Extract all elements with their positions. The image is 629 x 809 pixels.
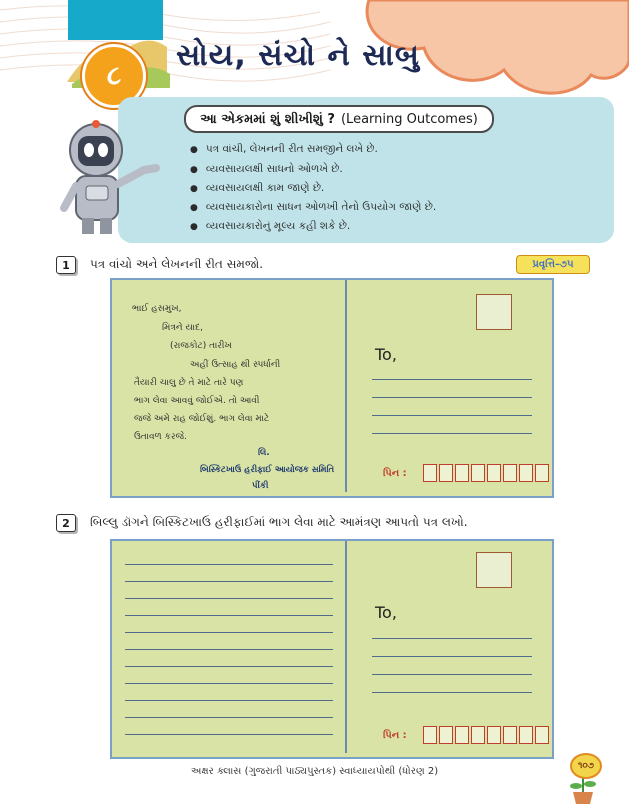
letter-signature: બિસ્કિટખાઉ હરીફાઈ આયોજક સમિતિ bbox=[200, 465, 335, 475]
writing-line[interactable] bbox=[125, 564, 333, 565]
letter-body-line: જજે અમે રાહ જોઈશું. ભાગ લેવા માટે bbox=[134, 414, 270, 424]
pin-label: પિન : bbox=[383, 468, 407, 479]
letter-body-line: ઉતાવળ કરજે. bbox=[134, 432, 187, 442]
lesson-number-badge: ૮ bbox=[82, 44, 146, 108]
pin-box[interactable] bbox=[471, 726, 485, 744]
activity-tag: પ્રવૃત્તિ–૭૫ bbox=[516, 255, 590, 274]
pin-label: પિન : bbox=[383, 730, 407, 741]
letter-body-line: અહીં ઉત્સાહ થી સ્પર્ધાની bbox=[190, 360, 281, 370]
pin-box[interactable] bbox=[519, 726, 533, 744]
letter-signature-name: પીંકી bbox=[252, 481, 269, 491]
pin-box[interactable] bbox=[503, 726, 517, 744]
outcome-item: ● વ્યવસાયકારોના સાધન ઓળખી તેનો ઉપયોગ જાણે છે. bbox=[190, 201, 436, 214]
outcomes-title: આ એકમમાં શું શીખીશું ? bbox=[200, 111, 335, 127]
pin-box bbox=[487, 464, 501, 482]
address-line[interactable] bbox=[372, 692, 532, 693]
outcome-item: ● વ્યવસાયલક્ષી કામ જાણે છે. bbox=[190, 182, 324, 195]
learning-outcomes-heading bbox=[184, 105, 494, 133]
pin-box bbox=[471, 464, 485, 482]
postcard-divider bbox=[345, 541, 347, 753]
page-title: સોય, સંચો ને સાબુ bbox=[176, 38, 420, 73]
pin-code-boxes[interactable] bbox=[423, 726, 549, 744]
to-label: To, bbox=[375, 603, 397, 622]
letter-body-line: ભાગ લેવા આવવું જોઈએ. તો આવી bbox=[134, 396, 260, 406]
address-line[interactable] bbox=[372, 638, 532, 639]
address-line[interactable] bbox=[372, 674, 532, 675]
letter-greeting: ભાઈ હસમુખ, bbox=[132, 304, 182, 314]
robot-mascot-icon bbox=[56, 118, 161, 236]
letter-body-line: તૈયારી ચાલુ છે તે માટે તારે પણ bbox=[134, 378, 244, 388]
pin-box[interactable] bbox=[455, 726, 469, 744]
pin-box[interactable] bbox=[487, 726, 501, 744]
postcard-divider bbox=[345, 280, 347, 492]
writing-line[interactable] bbox=[125, 734, 333, 735]
writing-line[interactable] bbox=[125, 615, 333, 616]
writing-line[interactable] bbox=[125, 683, 333, 684]
stamp-box bbox=[476, 294, 512, 330]
exercise-instruction: બિલ્લુ ડૉગને બિસ્કિટખાઉ હરીફાઈમાં ભાગ લેવા માટે આમંત્રણ આપતો પત્ર લખો. bbox=[90, 515, 468, 529]
pin-box bbox=[519, 464, 533, 482]
letter-line: મિત્રને યાદ, bbox=[162, 323, 203, 333]
outcome-item: ● વ્યવસાયકારોનું મૂલ્ય કહી શકે છે. bbox=[190, 220, 350, 233]
exercise-instruction: પત્ર વાંચો અને લેખનની રીત સમજો. bbox=[90, 257, 264, 271]
writing-line[interactable] bbox=[125, 700, 333, 701]
stamp-box bbox=[476, 552, 512, 588]
outcomes-title-en: (Learning Outcomes) bbox=[340, 111, 478, 127]
address-line bbox=[372, 415, 532, 416]
writing-line[interactable] bbox=[125, 717, 333, 718]
pin-box bbox=[503, 464, 517, 482]
outcome-item: ● પત્ર વાંચી, લેખનની રીત સમજીને લખે છે. bbox=[190, 143, 378, 156]
exercise-number: 1 bbox=[56, 256, 76, 274]
pin-box[interactable] bbox=[439, 726, 453, 744]
writing-line[interactable] bbox=[125, 632, 333, 633]
exercise-number: 2 bbox=[56, 514, 76, 532]
pin-box bbox=[455, 464, 469, 482]
pin-code-boxes bbox=[423, 464, 549, 482]
address-line bbox=[372, 433, 532, 434]
writing-line[interactable] bbox=[125, 666, 333, 667]
pin-box[interactable] bbox=[423, 726, 437, 744]
pin-box bbox=[535, 464, 549, 482]
address-line bbox=[372, 379, 532, 380]
pin-box[interactable] bbox=[535, 726, 549, 744]
letter-line: (રાજકોટ) તારીખ bbox=[170, 341, 232, 351]
pin-box bbox=[439, 464, 453, 482]
outcome-item: ● વ્યવસાયલક્ષી સાધનો ઓળખે છે. bbox=[190, 163, 343, 176]
pin-box bbox=[423, 464, 437, 482]
footer-text: અક્ષર ક્લાસ (ગુજરાતી પાઠ્યપુસ્તક) સ્વાધ્યાયપોથી (ધોરણ 2) bbox=[190, 766, 439, 777]
writing-line[interactable] bbox=[125, 649, 333, 650]
writing-line[interactable] bbox=[125, 598, 333, 599]
address-line[interactable] bbox=[372, 656, 532, 657]
page-number-badge: ૧૦૭ bbox=[570, 753, 602, 779]
to-label: To, bbox=[375, 345, 397, 364]
letter-sign-off: લિ. bbox=[258, 448, 270, 458]
writing-line[interactable] bbox=[125, 581, 333, 582]
address-line bbox=[372, 397, 532, 398]
